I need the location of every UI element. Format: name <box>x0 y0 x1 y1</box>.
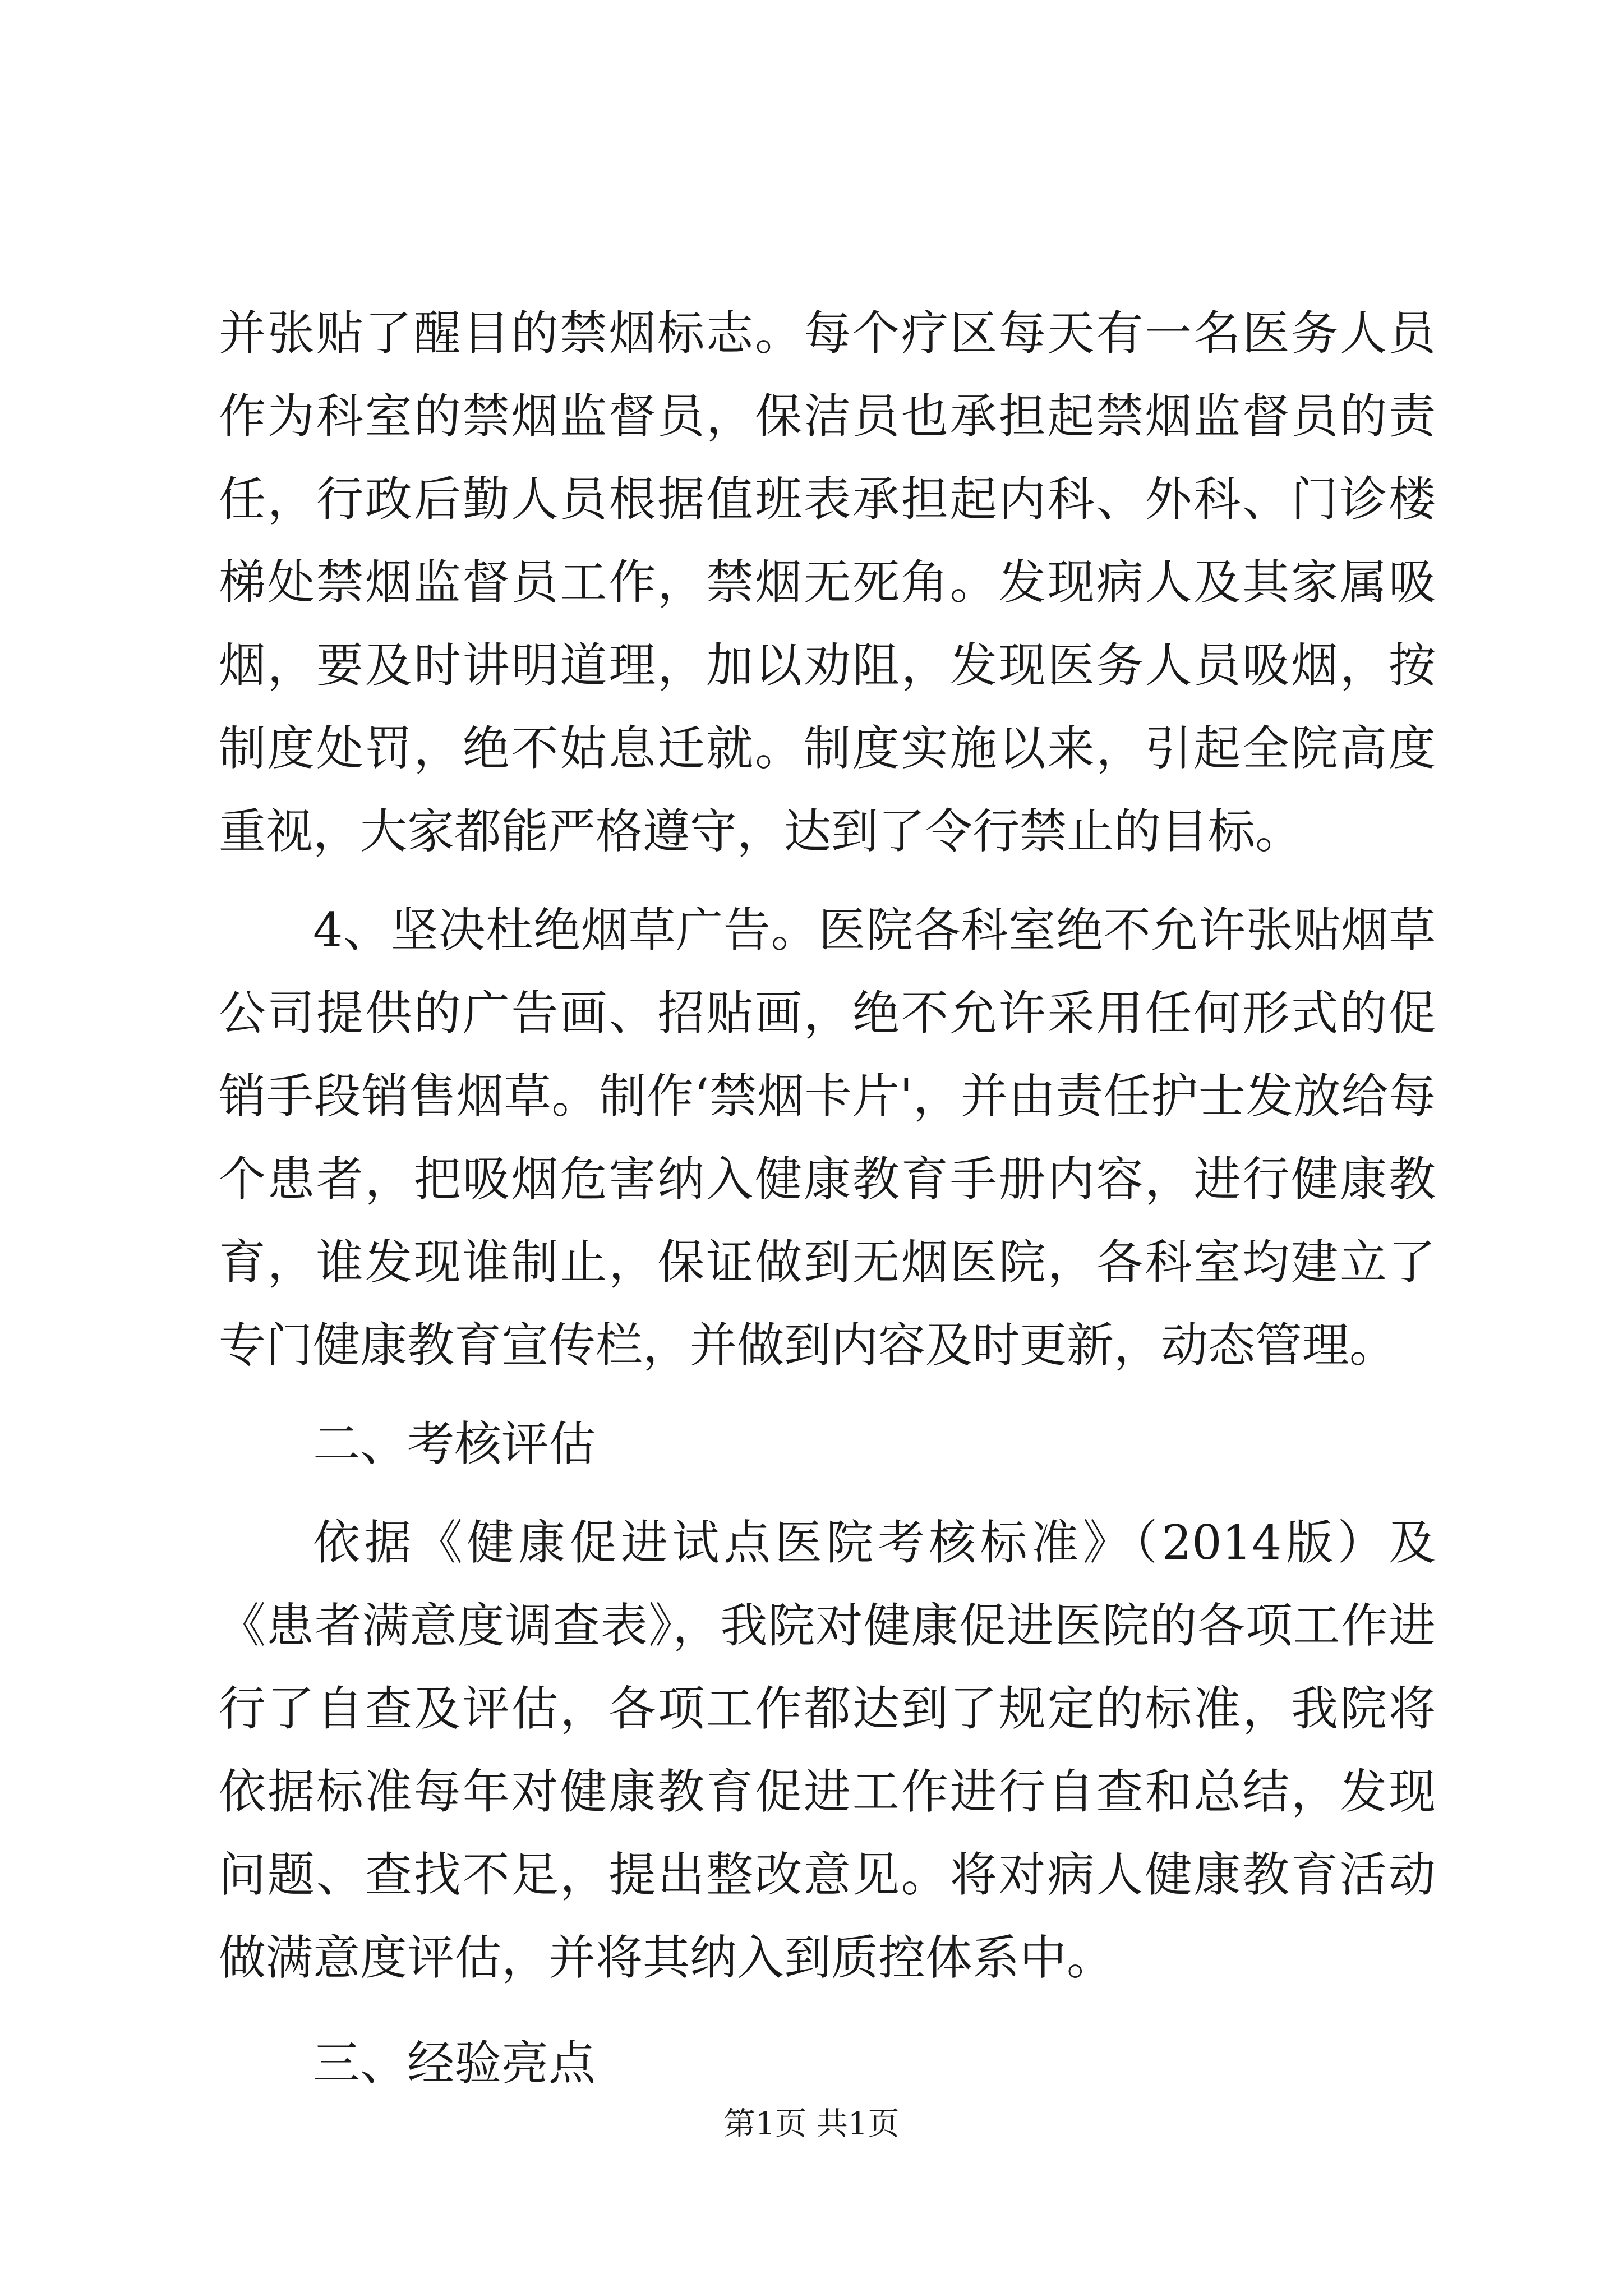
page-footer: 第1页 共1页 <box>723 2106 900 2142</box>
paragraph-assessment: 依据《健康促进试点医院考核标准》（2014版）及《患者满意度调查表》，我院对健康促进医院的各项工作进行了自查及评估，各项工作都达到了规定的标准，我院将依据标准每年对健康教育促进工作进行自查和总结，发现问题、查找不足，提出整改意见。将对病人健康教育活动做满意度评估，并将其纳入到质控体系中。 <box>219 1515 1436 1985</box>
document-body <box>219 292 1436 2105</box>
paragraph-tobacco-advertising: 4、坚决杜绝烟草广告。医院各科室绝不允许张贴烟草公司提供的广告画、招贴画，绝不允许采用任何形式的促销手段销售烟草。制作‘禁烟卡片'，并由责任护士发放给每个患者，把吸烟危害纳入健康教育手册内容，进行健康教育，谁发现谁制止，保证做到无烟医院，各科室均建立了专门健康教育宣传栏，并做到内容及时更新，动态管理。 <box>219 903 1436 1373</box>
paragraph-no-smoking-supervision: 并张贴了醒目的禁烟标志。每个疗区每天有一名医务人员作为科室的禁烟监督员，保洁员也承担起禁烟监督员的责任，行政后勤人员根据值班表承担起内科、外科、门诊楼梯处禁烟监督员工作，禁烟无死角。发现病人及其家属吸烟，要及时讲明道理，加以劝阻，发现医务人员吸烟，按制度处罚，绝不姑息迁就。制度实施以来，引起全院高度重视，大家都能严格遵守，达到了令行禁止的目标。 <box>219 306 1436 859</box>
section-heading-assessment: 二、考核评估 <box>313 1416 596 1471</box>
section-heading-highlights: 三、经验亮点 <box>313 2036 596 2091</box>
